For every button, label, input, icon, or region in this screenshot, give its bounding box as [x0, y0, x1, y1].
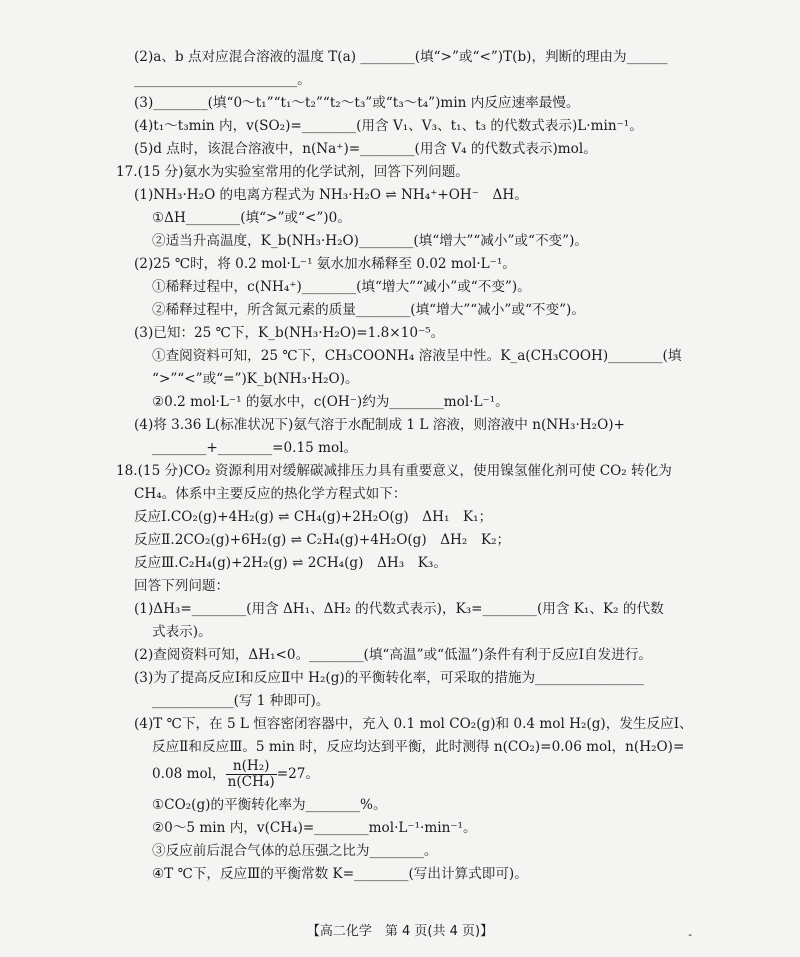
q18-4-line1: (4)T ℃下，在 5 L 恒容密闭容器中，充入 0.1 mol CO₂(g)和 0.4 mol H₂(g)，发生反应Ⅰ、	[134, 716, 693, 732]
q17-2-a: ①稀释过程中，c(NH₄⁺)________(填“增大”“减小”或“不变”)。	[152, 279, 531, 295]
reaction-2: 反应Ⅱ.2CO₂(g)+6H₂(g) ⇌ C₂H₄(g)+4H₂O(g) ΔH₂ K₂；	[134, 532, 511, 548]
q17-1: (1)NH₃·H₂O 的电离方程式为 NH₃·H₂O ⇌ NH₄⁺+OH⁻ ΔH。	[134, 187, 528, 203]
q17-3-a-line1: ①查阅资料可知，25 ℃下，CH₃COONH₄ 溶液呈中性。K_a(CH₃COOH)________(填	[152, 348, 682, 364]
q17-2: (2)25 ℃时，将 0.2 mol·L⁻¹ 氨水加水稀释至 0.02 mol·L⁻¹。	[134, 256, 516, 272]
q18-1-line2: 式表示)。	[152, 624, 212, 640]
frac-denominator: n(CH₄)	[227, 774, 275, 790]
frac-prefix: 0.08 mol，	[152, 766, 226, 782]
q17-3: (3)已知：25 ℃下，K_b(NH₃·H₂O)=1.8×10⁻⁵。	[134, 325, 445, 341]
reaction-3: 反应Ⅲ.C₂H₄(g)+2H₂(g) ⇌ 2CH₄(g) ΔH₃ K₃。	[134, 555, 447, 571]
frac-numerator: n(H₂)	[226, 759, 277, 775]
corner-mark: -	[688, 928, 692, 941]
q17-1-a: ①ΔH________(填“>”或“<”)0。	[152, 210, 351, 226]
q18-prompt: 回答下列问题：	[134, 578, 230, 594]
q16-5: (5)d 点时，该混合溶液中，n(Na⁺)=________(用含 V₄ 的代数式表示)mol。	[134, 141, 597, 157]
q17-3-a-line2: “>”“<”或“=”)K_b(NH₃·H₂O)。	[152, 371, 359, 387]
q18-3-line2: ____________(写 1 种即可)。	[152, 693, 330, 709]
q16-2-line2: ________________________。	[134, 72, 311, 88]
ratio-fraction	[226, 759, 277, 790]
q18-4-c: ③反应前后混合气体的总压强之比为________。	[152, 843, 438, 859]
page-footer: 【高二化学 第 4 页(共 4 页)】	[306, 924, 494, 939]
q16-3: (3)________(填“0～t₁”“t₁～t₂”“t₂～t₃”或“t₃～t₄”)min 内反应速率最慢。	[134, 95, 580, 111]
q18-4-fraction-line	[152, 758, 319, 790]
q17-1-b: ②适当升高温度，K_b(NH₃·H₂O)________(填“增大”“减小”或“不变”)。	[152, 233, 589, 249]
q18-header-line1: 18.(15 分)CO₂ 资源利用对缓解碳减排压力具有重要意义，使用镍氢催化剂可使 CO₂ 转化为	[116, 463, 672, 479]
q18-4-line2: 反应Ⅱ和反应Ⅲ。5 min 时，反应均达到平衡，此时测得 n(CO₂)=0.06 mol，n(H₂O)=	[152, 739, 685, 755]
q18-header-line2: CH₄。体系中主要反应的热化学方程式如下：	[134, 486, 407, 502]
q18-1-line1: (1)ΔH₃=________(用含 ΔH₁、ΔH₂ 的代数式表示)，K₃=________(用含 K₁、K₂ 的代数	[134, 601, 664, 617]
q17-4-line1: (4)将 3.36 L(标准状况下)氨气溶于水配制成 1 L 溶液，则溶液中 n(NH₃·H₂O)+	[134, 417, 625, 433]
q17-3-b: ②0.2 mol·L⁻¹ 的氨水中，c(OH⁻)约为________mol·L⁻¹。	[152, 394, 509, 410]
reaction-1: 反应Ⅰ.CO₂(g)+4H₂(g) ⇌ CH₄(g)+2H₂O(g) ΔH₁ K₁；	[134, 509, 493, 525]
q18-4-a: ①CO₂(g)的平衡转化率为________%。	[152, 797, 387, 813]
q16-2-line1: (2)a、b 点对应混合溶液的温度 T(a) ________(填“>”或“<”)T(b)，判断的理由为______	[134, 49, 668, 65]
q18-2: (2)查阅资料可知，ΔH₁<0。________(填“高温”或“低温”)条件有利于反应Ⅰ自发进行。	[134, 647, 653, 663]
q16-4: (4)t₁～t₃min 内，v(SO₂)=________(用含 V₁、V₃、t₁、t₃ 的代数式表示)L·min⁻¹。	[134, 118, 643, 134]
q18-4-b: ②0～5 min 内，v(CH₄)=________mol·L⁻¹·min⁻¹。	[152, 820, 477, 836]
q17-2-b: ②稀释过程中，所含氮元素的质量________(填“增大”“减小”或“不变”)。	[152, 302, 585, 318]
frac-suffix: =27。	[276, 766, 319, 782]
q17-4-line2: ________+________=0.15 mol。	[152, 440, 358, 456]
q18-4-d: ④T ℃下，反应Ⅲ的平衡常数 K=________(写出计算式即可)。	[152, 866, 528, 882]
q18-3-line1: (3)为了提高反应Ⅰ和反应Ⅱ中 H₂(g)的平衡转化率，可采取的措施为________________	[134, 670, 644, 686]
q17-header: 17.(15 分)氨水为实验室常用的化学试剂，回答下列问题。	[116, 164, 469, 180]
